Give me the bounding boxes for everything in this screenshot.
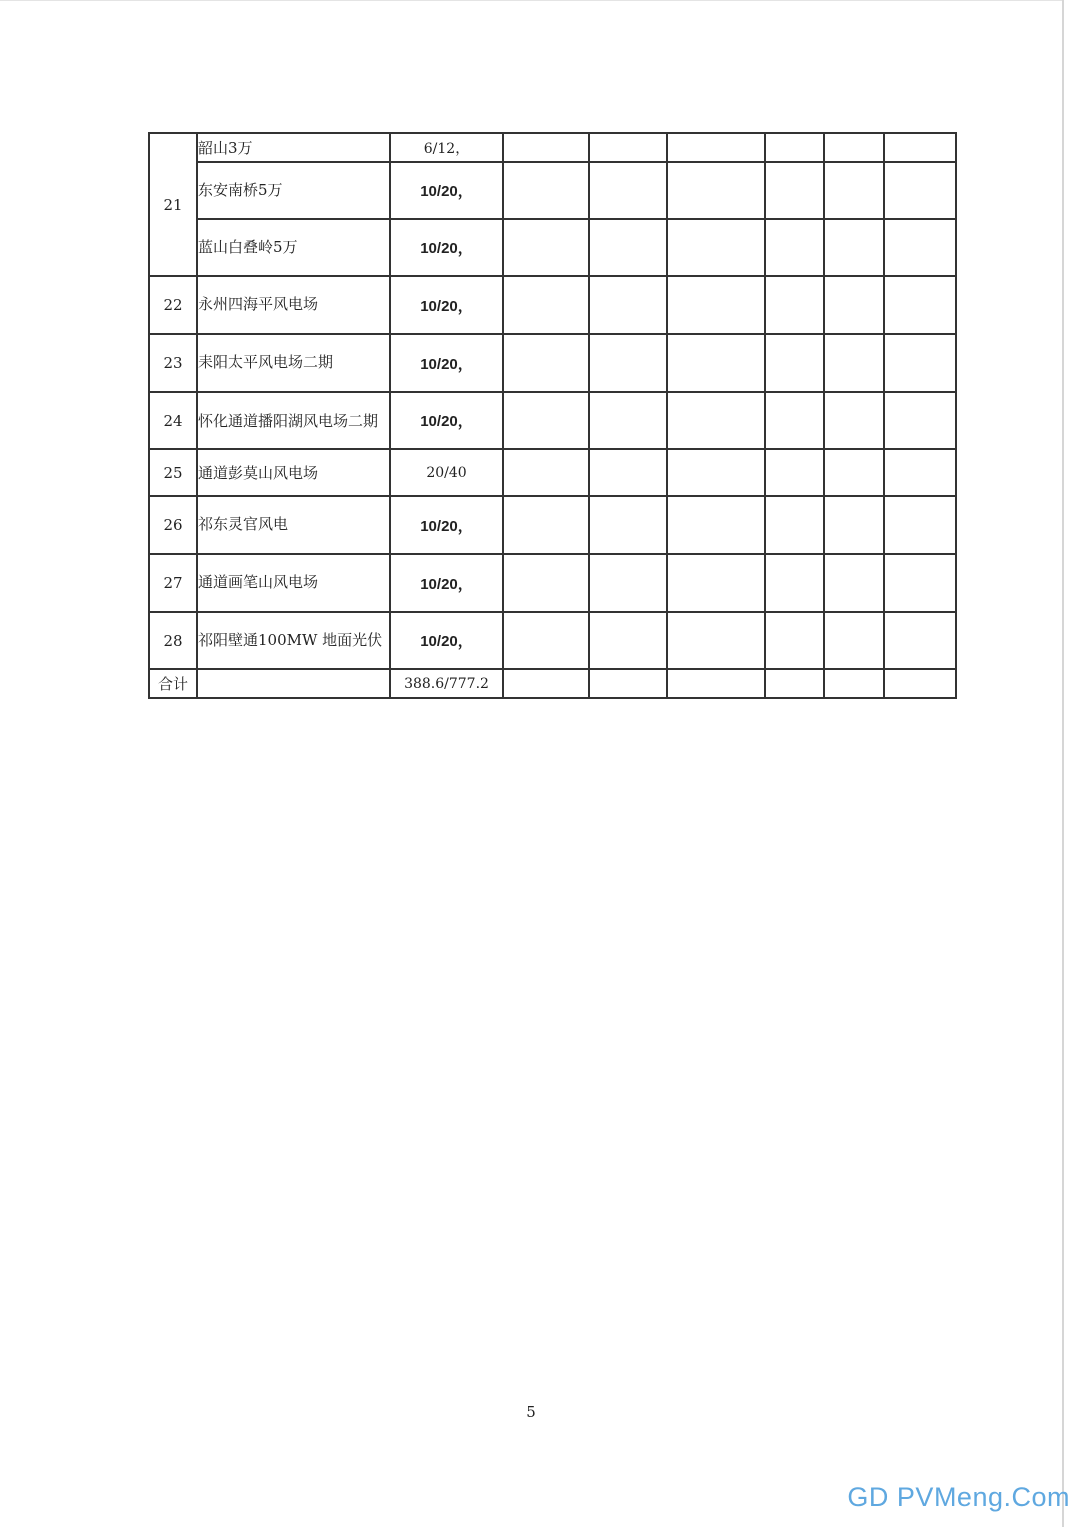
capacity-value: 10/20，: [390, 612, 503, 669]
table-row: [149, 162, 956, 219]
empty-cell: [667, 334, 765, 392]
empty-cell: [824, 162, 884, 219]
empty-cell: [589, 133, 667, 162]
row-index: 27: [149, 554, 197, 612]
empty-cell: [884, 392, 956, 449]
empty-cell: [884, 496, 956, 554]
empty-cell: [824, 554, 884, 612]
empty-cell: [667, 133, 765, 162]
row-index: 23: [149, 334, 197, 392]
table-row: [149, 449, 956, 496]
project-name: 祁东灵官风电: [197, 496, 390, 554]
row-index: 21: [149, 133, 197, 276]
table-row: [149, 334, 956, 392]
empty-cell: [667, 162, 765, 219]
table-row: [149, 554, 956, 612]
empty-cell: [667, 276, 765, 334]
empty-cell: [667, 554, 765, 612]
total-row: [149, 669, 956, 698]
empty-cell: [667, 612, 765, 669]
empty-cell: [765, 334, 824, 392]
empty-cell: [589, 612, 667, 669]
project-name: 通道画笔山风电场: [197, 554, 390, 612]
empty-cell: [589, 276, 667, 334]
empty-cell: [503, 554, 589, 612]
empty-cell: [765, 219, 824, 276]
capacity-value: 10/20，: [390, 392, 503, 449]
empty-cell: [589, 496, 667, 554]
empty-cell: [884, 334, 956, 392]
table-row: [149, 392, 956, 449]
empty-cell: [589, 334, 667, 392]
empty-cell: [503, 162, 589, 219]
empty-cell: [667, 219, 765, 276]
empty-cell: [589, 669, 667, 698]
empty-cell: [765, 669, 824, 698]
table-row: [149, 496, 956, 554]
empty-cell: [884, 219, 956, 276]
row-index: 24: [149, 392, 197, 449]
empty-cell: [824, 449, 884, 496]
empty-cell: [765, 276, 824, 334]
project-name: 怀化通道播阳湖风电场二期: [197, 392, 390, 449]
empty-cell: [765, 554, 824, 612]
empty-cell: [503, 612, 589, 669]
empty-cell: [765, 162, 824, 219]
capacity-value: 10/20，: [390, 219, 503, 276]
capacity-value: 10/20，: [390, 496, 503, 554]
empty-cell: [884, 133, 956, 162]
capacity-value: 10/20，: [390, 554, 503, 612]
table-row: [149, 133, 956, 162]
watermark: GD PVMeng.Com: [847, 1482, 1070, 1512]
empty-cell: [503, 669, 589, 698]
project-name: 韶山3万: [197, 133, 390, 162]
empty-cell: [667, 449, 765, 496]
empty-cell: [589, 554, 667, 612]
project-name: 东安南桥5万: [197, 162, 390, 219]
row-index: 26: [149, 496, 197, 554]
capacity-value: 6/12，: [390, 133, 503, 162]
empty-cell: [824, 496, 884, 554]
total-label: 合计: [149, 669, 197, 698]
empty-cell: [824, 392, 884, 449]
table-row: [149, 219, 956, 276]
empty-cell: [667, 496, 765, 554]
empty-cell: [824, 334, 884, 392]
total-capacity: 388.6/777.2: [390, 669, 503, 698]
page-right-edge: [1062, 0, 1064, 1527]
row-index: 22: [149, 276, 197, 334]
row-index: 25: [149, 449, 197, 496]
empty-cell: [765, 612, 824, 669]
table-row: [149, 612, 956, 669]
empty-cell: [765, 392, 824, 449]
page-number: 5: [526, 1403, 536, 1421]
empty-cell: [884, 554, 956, 612]
empty-cell: [884, 669, 956, 698]
empty-cell: [765, 496, 824, 554]
project-name: 蓝山白叠岭5万: [197, 219, 390, 276]
empty-cell: [503, 392, 589, 449]
empty-cell: [765, 449, 824, 496]
empty-cell: [503, 334, 589, 392]
project-name: 通道彭莫山风电场: [197, 449, 390, 496]
empty-cell: [884, 449, 956, 496]
empty-cell: [503, 276, 589, 334]
table-row: [149, 276, 956, 334]
capacity-value: 10/20，: [390, 162, 503, 219]
empty-cell: [884, 276, 956, 334]
empty-cell: [884, 612, 956, 669]
project-name: 永州四海平风电场: [197, 276, 390, 334]
empty-cell: [824, 219, 884, 276]
capacity-value: 10/20，: [390, 276, 503, 334]
empty-cell: [503, 133, 589, 162]
empty-cell: [765, 133, 824, 162]
empty-cell: [503, 496, 589, 554]
empty-cell: [503, 449, 589, 496]
empty-cell: [824, 669, 884, 698]
empty-cell: [884, 162, 956, 219]
empty-cell: [824, 276, 884, 334]
total-name: [197, 669, 390, 698]
project-table: [148, 132, 957, 699]
empty-cell: [589, 449, 667, 496]
capacity-value: 20/40: [390, 449, 503, 496]
empty-cell: [824, 133, 884, 162]
empty-cell: [667, 392, 765, 449]
row-index: 28: [149, 612, 197, 669]
project-name: 耒阳太平风电场二期: [197, 334, 390, 392]
empty-cell: [589, 219, 667, 276]
empty-cell: [667, 669, 765, 698]
project-name: 祁阳壁通100MW 地面光伏: [197, 612, 390, 669]
empty-cell: [503, 219, 589, 276]
empty-cell: [589, 392, 667, 449]
empty-cell: [589, 162, 667, 219]
capacity-value: 10/20，: [390, 334, 503, 392]
page-top-edge: [0, 0, 1062, 1]
empty-cell: [824, 612, 884, 669]
